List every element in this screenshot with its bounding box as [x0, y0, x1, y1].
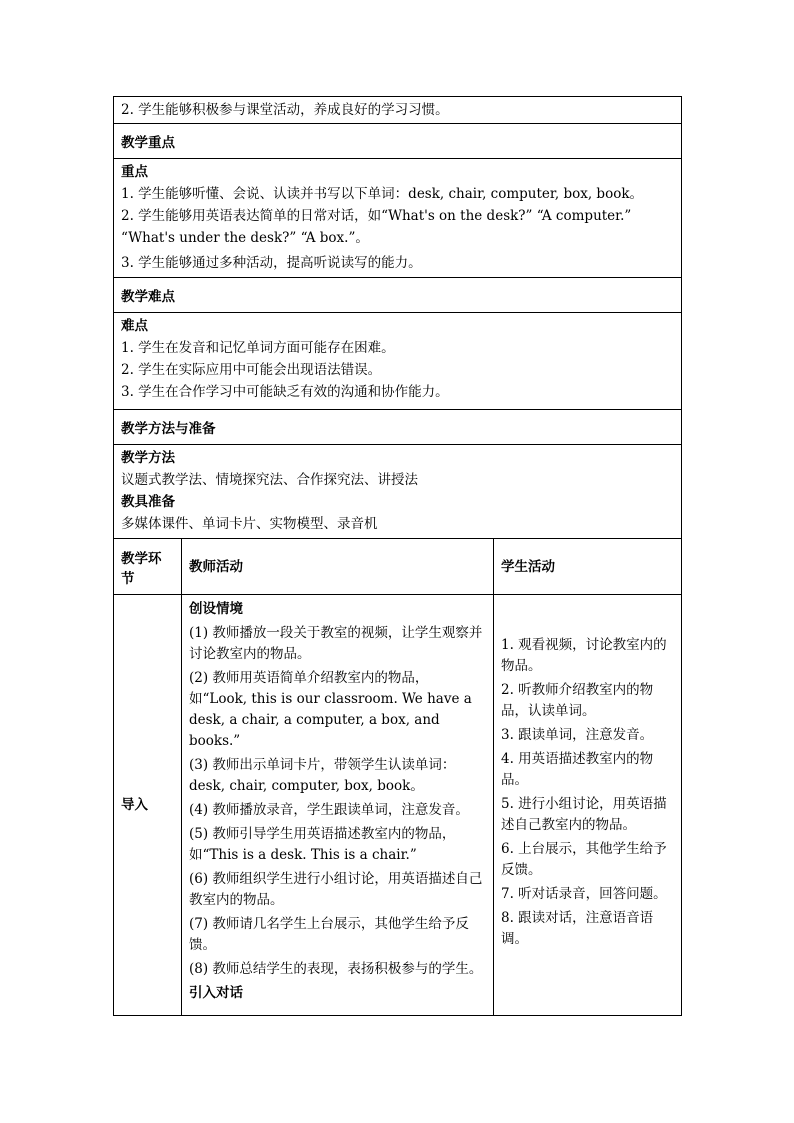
student-item: 7. 听对话录音，回答问题。	[501, 886, 667, 902]
header-teacher: 教师活动	[189, 558, 243, 575]
key-points-subtitle: 重点	[121, 164, 148, 180]
difficulties-section-row	[114, 278, 682, 313]
difficulties-section-title: 教学难点	[121, 289, 175, 305]
methods-section-row	[114, 410, 682, 445]
methods-subtitle: 教学方法	[121, 450, 175, 466]
activity-row	[114, 595, 682, 1016]
methods-section-title: 教学方法与准备	[121, 421, 216, 437]
key-point-item: 2. 学生能够用英语表达简单的日常对话，如“What's on the desk?” “A computer.”	[121, 208, 632, 224]
difficulty-item: 2. 学生在实际应用中可能会出现语法错误。	[121, 362, 382, 378]
key-point-item: 3. 学生能够通过多种活动，提高听说读写的能力。	[121, 255, 422, 271]
activity-header-row	[114, 539, 682, 595]
teacher-item: (7) 教师请几名学生上台展示，其他学生给予反馈。	[189, 916, 469, 953]
student-item: 2. 听教师介绍教室内的物品，认读单词。	[501, 682, 654, 719]
tools-subtitle: 教具准备	[121, 494, 175, 510]
tools-text: 多媒体课件、单词卡片、实物模型、录音机	[121, 516, 378, 532]
lesson-plan-document	[113, 96, 681, 1016]
teacher-item: (4) 教师播放录音，学生跟读单词，注意发音。	[189, 802, 469, 818]
stage-label: 导入	[121, 797, 148, 813]
difficulty-item: 1. 学生在发音和记忆单词方面可能存在困难。	[121, 340, 395, 356]
student-item: 8. 跟读对话，注意语音语调。	[501, 910, 654, 947]
student-item: 1. 观看视频，讨论教室内的物品。	[501, 637, 667, 674]
key-point-item: 1. 学生能够听懂、会说、认读并书写以下单词：desk, chair, computer, box, book。	[121, 186, 644, 202]
methods-row	[114, 445, 682, 539]
key-points-row	[114, 159, 682, 278]
header-student: 学生活动	[501, 558, 555, 575]
header-stage: 教学环节	[121, 550, 162, 587]
teacher-item: (2) 教师用英语简单介绍教室内的物品，如“Look, this is our classroom. We have a desk, a chair, a computer, a box, and books.”	[189, 670, 472, 749]
teacher-item: (1) 教师播放一段关于教室的视频，让学生观察并讨论教室内的物品。	[189, 625, 483, 662]
student-item: 5. 进行小组讨论，用英语描述自己教室内的物品。	[501, 796, 667, 833]
student-item: 6. 上台展示，其他学生给予反馈。	[501, 841, 667, 878]
methods-text: 议题式教学法、情境探究法、合作探究法、讲授法	[121, 472, 418, 488]
teacher-item: (8) 教师总结学生的表现，表扬积极参与的学生。	[189, 961, 483, 977]
student-item: 4. 用英语描述教室内的物品。	[501, 751, 654, 788]
key-points-section-title: 教学重点	[121, 135, 175, 151]
teacher-item: (6) 教师组织学生进行小组讨论，用英语描述自己教室内的物品。	[189, 871, 483, 908]
teacher-footer: 引入对话	[189, 985, 243, 1001]
goal-text: 2. 学生能够积极参与课堂活动，养成良好的学习习惯。	[121, 102, 449, 118]
key-point-item: “What's under the desk?” “A box.”。	[121, 230, 369, 246]
teacher-item: (3) 教师出示单词卡片，带领学生认读单词：desk, chair, computer, box, book。	[189, 757, 456, 794]
teacher-heading: 创设情境	[189, 601, 243, 617]
teacher-item: (5) 教师引导学生用英语描述教室内的物品，如“This is a desk. This is a chair.”	[189, 826, 456, 863]
difficulty-item: 3. 学生在合作学习中可能缺乏有效的沟通和协作能力。	[121, 384, 449, 400]
key-points-section-row	[114, 124, 682, 159]
difficulties-subtitle: 难点	[121, 318, 148, 334]
difficulties-row	[114, 313, 682, 410]
lesson-plan-table	[113, 96, 682, 1016]
goal-row	[114, 97, 682, 124]
student-item: 3. 跟读单词，注意发音。	[501, 727, 654, 743]
